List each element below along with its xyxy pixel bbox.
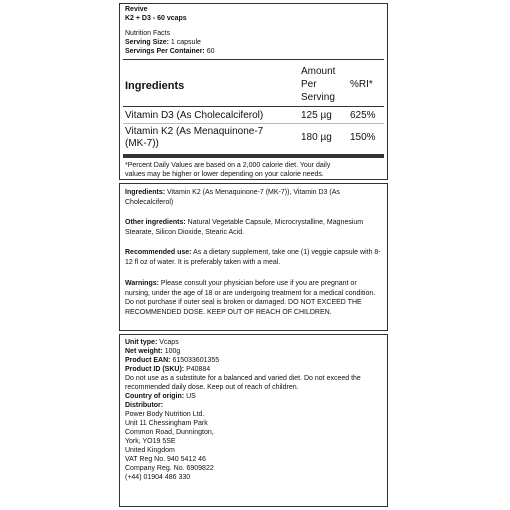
country-of-origin — [125, 393, 196, 402]
footnote-line1: *Percent Daily Values are based on a 2,000 calorie diet. Your daily — [125, 162, 331, 169]
nutrient-row-ri: 150% — [350, 132, 376, 143]
product-sku-label: Product ID (SKU): — [125, 366, 185, 373]
product-ean-label: Product EAN: — [125, 357, 171, 364]
ingredients-block — [125, 188, 382, 207]
country-label: Country of origin: — [125, 393, 185, 400]
product-details-panel — [119, 334, 388, 507]
recommended-use-text: As a dietary supplement, take one (1) veggie capsule with 8-12 fl oz of water. It is preferably taken with a meal. — [125, 249, 381, 266]
amount-header-line2: Per — [301, 79, 317, 90]
ingredients-label: Ingredients: — [125, 189, 166, 196]
product-ean-value: 615033601355 — [172, 357, 220, 364]
ri-header: %RI* — [350, 79, 373, 90]
distributor-line: Power Body Nutrition Ltd. — [125, 411, 205, 418]
servings-per-container-label: Servings Per Container: — [125, 48, 205, 55]
distributor-line: Company Reg. No. 6909822 — [125, 465, 214, 472]
product-name: K2 + D3 - 60 vcaps — [125, 15, 187, 22]
nutrient-row-name: Vitamin K2 (As Menaquinone-7 — [125, 126, 264, 137]
net-weight-value: 100g — [164, 348, 181, 355]
nutrient-row-amount: 180 µg — [301, 132, 332, 143]
other-ingredients-label: Other ingredients: — [125, 219, 186, 226]
servings-per-container — [125, 48, 215, 57]
servings-per-container-value: 60 — [206, 48, 215, 55]
distributor-line: United Kingdom — [125, 447, 175, 454]
nutrient-row-ri: 625% — [350, 110, 376, 121]
nutrient-row-name: Vitamin D3 (As Cholecalciferol) — [125, 110, 264, 121]
distributor-line: York, YO19 5SE — [125, 438, 176, 445]
warnings-label: Warnings: — [125, 280, 159, 287]
amount-header-line3: Serving — [301, 92, 335, 103]
unit-type — [125, 339, 179, 348]
ingredients-column-header: Ingredients — [125, 80, 185, 92]
warnings-block — [125, 279, 382, 317]
recommended-use-label: Recommended use: — [125, 249, 192, 256]
footnote-line2: values may be higher or lower depending on your calorie needs. — [125, 171, 324, 178]
ingredients-panel — [119, 183, 388, 331]
unit-type-label: Unit type: — [125, 339, 158, 346]
nutrient-row-amount: 125 µg — [301, 110, 332, 121]
thick-divider — [123, 154, 384, 158]
disclaimer-text: Do not use as a substitute for a balanced and varied diet. Do not exceed the recommended daily dose. Keep out of reach of children. — [125, 375, 361, 391]
distributor-label: Distributor: — [125, 402, 164, 409]
other-ingredients-block — [125, 218, 382, 237]
distributor-line: Unit 11 Chessingham Park — [125, 420, 208, 427]
ingredients-text: Vitamin K2 (As Menaquinone-7 (MK-7)), Vitamin D3 (As Cholecalciferol) — [125, 189, 340, 206]
distributor-line: VAT Reg No. 940 5412 46 — [125, 456, 206, 463]
nutrition-facts-panel — [119, 3, 388, 180]
distributor-line: Common Road, Dunnington, — [125, 429, 214, 436]
country-value: US — [186, 393, 196, 400]
unit-type-value: Vcaps — [159, 339, 179, 346]
product-sku-value: P40884 — [186, 366, 211, 373]
warnings-text: Please consult your physician before use if you are pregnant or nursing, under the age of 18 or are undergoing treatment for a medical condition. Do not purchase if outer seal is broken or damaged. DO NOT EXCEED THE RECOMMENDED DOSE. KEEP OUT OF REACH OF CHILDREN. — [125, 280, 376, 316]
serving-size-value: 1 capsule — [170, 39, 201, 46]
nutrition-heading: Nutrition Facts — [125, 30, 171, 37]
product-ean — [125, 357, 219, 366]
divider — [123, 106, 384, 107]
divider — [123, 123, 384, 124]
net-weight — [125, 348, 180, 357]
nutrient-row-name-cont: (MK-7)) — [125, 138, 159, 149]
recommended-use-block — [125, 248, 382, 267]
other-ingredients-text: Natural Vegetable Capsule, Microcrystalline, Magnesium Stearate, Silicon Dioxide, Stearic Acid. — [125, 219, 364, 236]
net-weight-label: Net weight: — [125, 348, 163, 355]
serving-size-label: Serving Size: — [125, 39, 169, 46]
brand-name: Revive — [125, 6, 148, 13]
serving-size — [125, 39, 201, 48]
amount-header-line1: Amount — [301, 66, 336, 77]
distributor-line: (+44) 01904 486 330 — [125, 474, 191, 481]
divider — [123, 59, 384, 60]
